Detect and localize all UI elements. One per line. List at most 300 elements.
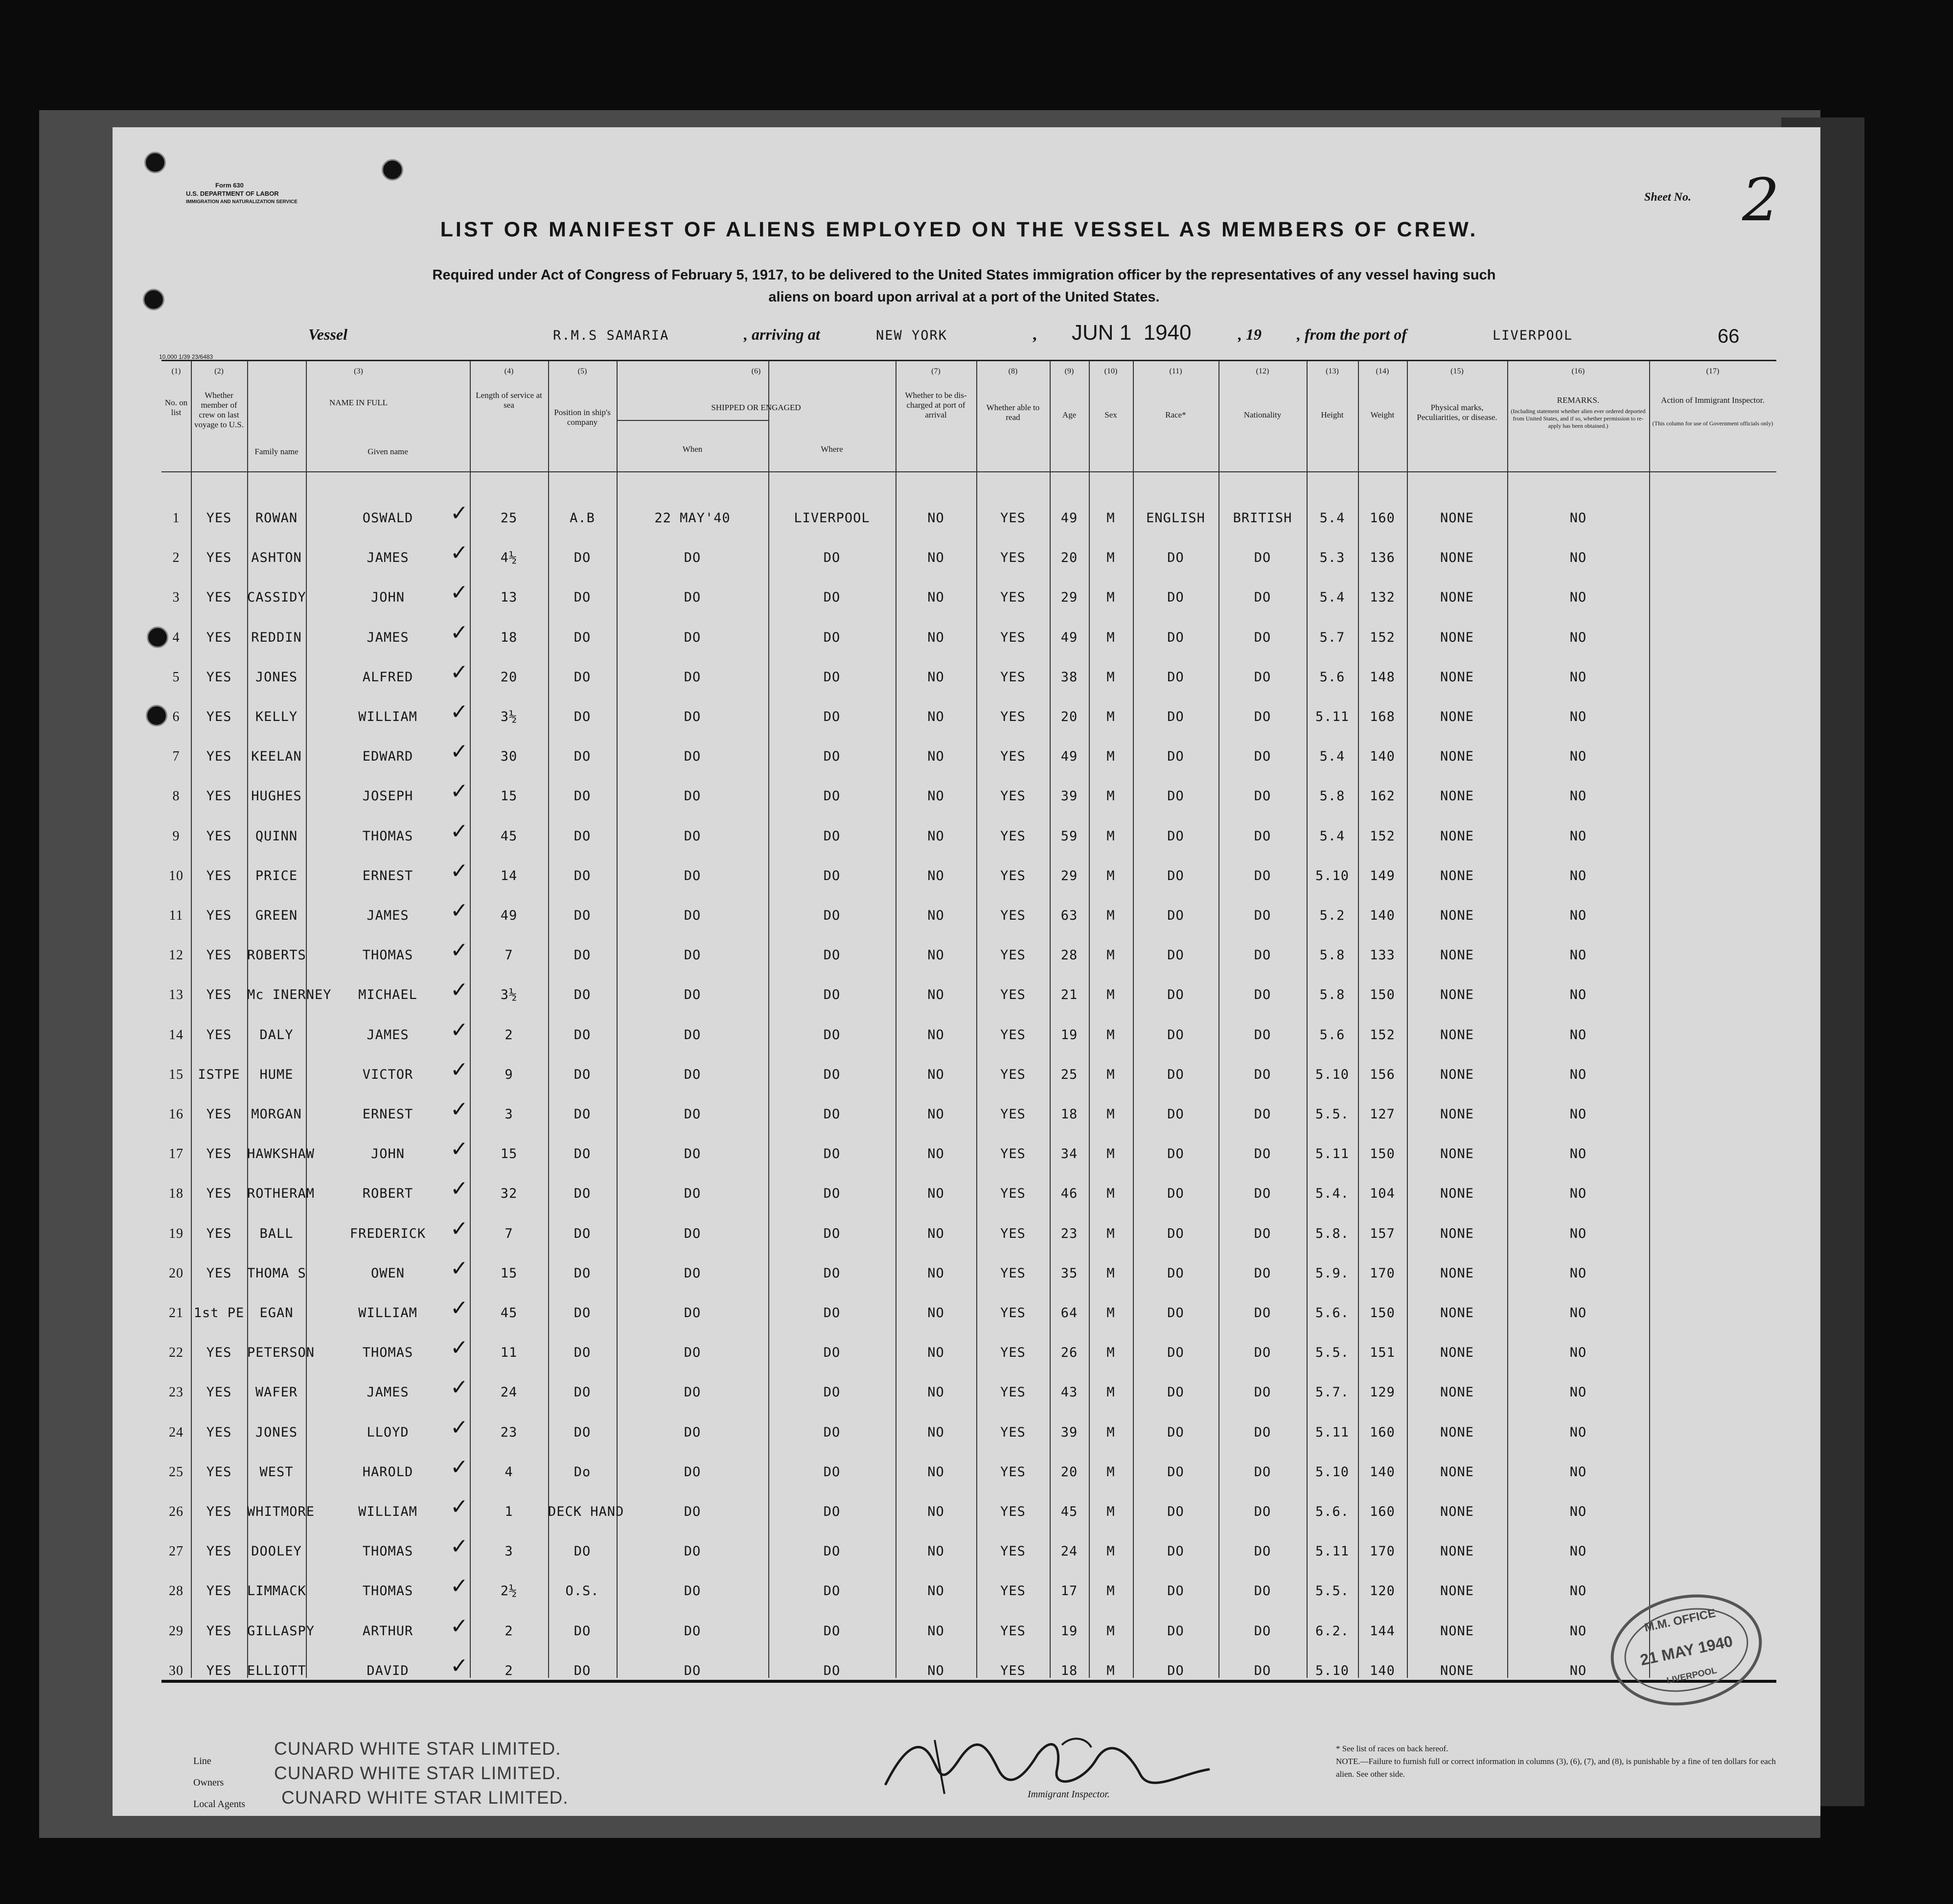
row-number: 1 [172, 511, 180, 526]
length-of-service-cell: 2 [505, 1027, 513, 1043]
shipped-when-cell: DO [684, 868, 701, 883]
last-voyage-cell: YES [206, 1583, 232, 1599]
crew-table [161, 360, 1776, 1678]
sex-cell: M [1106, 1425, 1115, 1440]
given-name-cell: ARTHUR [362, 1624, 414, 1639]
family-name-cell: BALL [259, 1226, 294, 1241]
age-cell: 43 [1060, 1385, 1078, 1400]
check-mark: ✓ [450, 1455, 468, 1480]
given-name-cell: THOMAS [362, 829, 414, 844]
length-of-service-cell: 15 [500, 789, 518, 804]
position-cell: DO [574, 1663, 591, 1678]
family-name-cell: WHITMORE [247, 1504, 315, 1519]
vessel-line: Vessel R.M.S SAMARIA , arriving at NEW YORK , JUN 1 1940 , 19 , from the port of LIVERPOOL 66 [308, 321, 1740, 347]
physical-marks-cell: NONE [1440, 1186, 1474, 1201]
sex-cell: M [1106, 709, 1115, 724]
shipped-when-cell: DO [684, 1544, 701, 1559]
header-inspector-action: Action of Immigrant Inspector. [1661, 395, 1765, 405]
height-cell: 5.5. [1315, 1345, 1350, 1360]
weight-cell: 170 [1370, 1544, 1395, 1559]
check-mark: ✓ [450, 580, 468, 605]
shipped-when-cell: DO [684, 948, 701, 963]
race-cell: DO [1167, 1583, 1184, 1599]
family-name-cell: JONES [255, 670, 298, 685]
row-number: 2 [172, 550, 180, 565]
age-cell: 19 [1060, 1624, 1078, 1639]
nationality-cell: DO [1254, 1107, 1271, 1122]
discharged-cell: NO [927, 1464, 944, 1480]
table-row [161, 1216, 1776, 1255]
table-row [161, 1018, 1776, 1056]
table-row [161, 779, 1776, 817]
age-cell: 38 [1060, 670, 1078, 685]
weight-cell: 156 [1370, 1067, 1395, 1082]
length-of-service-cell: 15 [500, 1266, 518, 1281]
race-cell: DO [1167, 1544, 1184, 1559]
discharged-cell: NO [927, 948, 944, 963]
last-voyage-cell: YES [206, 1624, 232, 1639]
shipped-where-cell: DO [823, 590, 841, 605]
physical-marks-cell: NONE [1440, 1305, 1474, 1321]
row-number: 20 [169, 1266, 184, 1281]
column-number: (13) [1326, 367, 1339, 375]
stamp-date: 21 MAY 1940 [1638, 1632, 1734, 1669]
remarks-cell: NO [1569, 868, 1587, 883]
remarks-cell: NO [1569, 1226, 1587, 1241]
discharged-cell: NO [927, 1583, 944, 1599]
nationality-cell: DO [1254, 908, 1271, 923]
table-row [161, 1097, 1776, 1136]
shipped-where-cell: DO [823, 789, 841, 804]
race-cell: DO [1167, 868, 1184, 883]
height-cell: 5.10 [1315, 1663, 1350, 1678]
shipped-when-cell: DO [684, 789, 701, 804]
able-to-read-cell: YES [1000, 829, 1026, 844]
table-row [161, 501, 1776, 539]
shipped-where-cell: DO [823, 630, 841, 645]
remarks-cell: NO [1569, 1067, 1587, 1082]
owners-label: Owners [193, 1777, 224, 1788]
given-name-cell: THOMAS [362, 1583, 414, 1599]
able-to-read-cell: YES [1000, 1305, 1026, 1321]
header-discharged: Whether to be dis-charged at port of arrival [905, 391, 967, 419]
nationality-cell: DO [1254, 829, 1271, 844]
table-row [161, 977, 1776, 1016]
nationality-cell: DO [1254, 1385, 1271, 1400]
nationality-cell: DO [1254, 1345, 1271, 1360]
family-name-cell: EGAN [259, 1305, 294, 1321]
header-physical-marks: Physical marks, Peculiarities, or disease. [1417, 403, 1497, 422]
given-name-cell: ERNEST [362, 868, 414, 883]
weight-cell: 152 [1370, 1027, 1395, 1043]
age-cell: 39 [1060, 1425, 1078, 1440]
shipped-when-cell: DO [684, 987, 701, 1002]
able-to-read-cell: YES [1000, 1067, 1026, 1082]
punch-hole [143, 289, 164, 310]
given-name-cell: LLOYD [367, 1425, 409, 1440]
sheet-label: Sheet No. [1644, 191, 1691, 204]
shipped-where-cell: DO [823, 709, 841, 724]
physical-marks-cell: NONE [1440, 829, 1474, 844]
column-number: (2) [214, 367, 224, 375]
height-cell: 5.4. [1315, 1186, 1350, 1201]
footer-notes [1336, 1742, 1776, 1781]
table-row [161, 1137, 1776, 1175]
physical-marks-cell: NONE [1440, 908, 1474, 923]
physical-marks-cell: NONE [1440, 1385, 1474, 1400]
service-name: IMMIGRATION AND NATURALIZATION SERVICE [186, 199, 298, 205]
physical-marks-cell: NONE [1440, 630, 1474, 645]
check-mark: ✓ [450, 1415, 468, 1440]
position-cell: DO [574, 1226, 591, 1241]
remarks-cell: NO [1569, 1544, 1587, 1559]
shipped-when-cell: DO [684, 1305, 701, 1321]
shipped-when-cell: DO [684, 908, 701, 923]
shipped-where-cell: DO [823, 987, 841, 1002]
age-cell: 23 [1060, 1226, 1078, 1241]
weight-cell: 140 [1370, 1663, 1395, 1678]
shipped-where-cell: DO [823, 1027, 841, 1043]
shipped-where-cell: DO [823, 1583, 841, 1599]
check-mark: ✓ [450, 977, 468, 1002]
able-to-read-cell: YES [1000, 987, 1026, 1002]
row-number: 25 [169, 1464, 184, 1480]
nationality-cell: DO [1254, 1425, 1271, 1440]
given-name-cell: THOMAS [362, 1544, 414, 1559]
agents-value: CUNARD WHITE STAR LIMITED. [281, 1788, 569, 1808]
race-cell: DO [1167, 1464, 1184, 1480]
remarks-cell: NO [1569, 630, 1587, 645]
check-mark: ✓ [450, 1375, 468, 1400]
sex-cell: M [1106, 1226, 1115, 1241]
weight-cell: 151 [1370, 1345, 1395, 1360]
last-voyage-cell: YES [206, 1226, 232, 1241]
last-voyage-cell: YES [206, 511, 232, 526]
weight-cell: 140 [1370, 908, 1395, 923]
row-number: 10 [169, 868, 184, 883]
length-of-service-cell: 1 [505, 1504, 513, 1519]
form-number: Form 630 [215, 182, 244, 189]
footer-labels [193, 1750, 245, 1815]
remarks-cell: NO [1569, 948, 1587, 963]
row-number: 5 [172, 670, 180, 685]
physical-marks-cell: NONE [1440, 550, 1474, 565]
height-cell: 5.11 [1315, 1146, 1350, 1161]
height-cell: 5.6. [1315, 1305, 1350, 1321]
discharged-cell: NO [927, 1027, 944, 1043]
shipped-where-cell: DO [823, 829, 841, 844]
remarks-cell: NO [1569, 670, 1587, 685]
check-mark: ✓ [450, 1256, 468, 1281]
weight-cell: 160 [1370, 1425, 1395, 1440]
family-name-cell: GILLASPY [247, 1624, 315, 1639]
age-cell: 26 [1060, 1345, 1078, 1360]
able-to-read-cell: YES [1000, 1583, 1026, 1599]
length-of-service-cell: 25 [500, 511, 518, 526]
shipped-where-cell: DO [823, 1226, 841, 1241]
nationality-cell: DO [1254, 590, 1271, 605]
shipped-when-cell: DO [684, 709, 701, 724]
remarks-cell: NO [1569, 1027, 1587, 1043]
column-number: (12) [1256, 367, 1269, 375]
given-name-cell: ALFRED [362, 670, 414, 685]
family-name-cell: ROWAN [255, 511, 298, 526]
position-cell: DO [574, 590, 591, 605]
physical-marks-cell: NONE [1440, 1266, 1474, 1281]
row-number: 6 [172, 709, 180, 724]
table-row [161, 1455, 1776, 1493]
table-bottom-rule [161, 1680, 1776, 1683]
check-mark: ✓ [450, 898, 468, 923]
age-cell: 45 [1060, 1504, 1078, 1519]
family-name-cell: HUGHES [251, 789, 302, 804]
row-number: 12 [169, 948, 184, 963]
nationality-cell: DO [1254, 789, 1271, 804]
shipped-when-cell: DO [684, 670, 701, 685]
shipped-when-cell: DO [684, 1385, 701, 1400]
age-cell: 49 [1060, 749, 1078, 764]
race-cell: ENGLISH [1146, 511, 1205, 526]
length-of-service-cell: 24 [500, 1385, 518, 1400]
shipped-where-cell: DO [823, 1305, 841, 1321]
last-voyage-cell: 1st PE [193, 1305, 245, 1321]
sex-cell: M [1106, 590, 1115, 605]
physical-marks-cell: NONE [1440, 1146, 1474, 1161]
owners-value: CUNARD WHITE STAR LIMITED. [274, 1763, 561, 1783]
sheet-number: 2 [1742, 166, 1780, 234]
shipped-when-cell: DO [684, 1663, 701, 1678]
last-voyage-cell: YES [206, 670, 232, 685]
given-name-cell: FREDERICK [349, 1226, 426, 1241]
column-number: (10) [1104, 367, 1118, 375]
physical-marks-cell: NONE [1440, 987, 1474, 1002]
family-name-cell: DOOLEY [251, 1544, 302, 1559]
race-cell: DO [1167, 550, 1184, 565]
family-name-cell: WEST [259, 1464, 294, 1480]
table-row [161, 1574, 1776, 1612]
length-of-service-cell: 9 [505, 1067, 513, 1082]
nationality-cell: DO [1254, 709, 1271, 724]
header-race: Race* [1165, 410, 1186, 419]
last-voyage-cell: YES [206, 590, 232, 605]
age-cell: 34 [1060, 1146, 1078, 1161]
table-row [161, 1653, 1776, 1692]
shipped-where-cell: DO [823, 1385, 841, 1400]
shipped-where-cell: DO [823, 1544, 841, 1559]
punch-hole [144, 152, 166, 173]
given-name-cell: JAMES [367, 908, 409, 923]
given-name-cell: WILLIAM [358, 1504, 417, 1519]
discharged-cell: NO [927, 1186, 944, 1201]
weight-cell: 140 [1370, 1464, 1395, 1480]
length-of-service-cell: 3½ [500, 987, 518, 1002]
height-cell: 5.8 [1319, 789, 1345, 804]
last-voyage-cell: YES [206, 1107, 232, 1122]
shipped-where-cell: DO [823, 1186, 841, 1201]
family-name-cell: REDDIN [251, 630, 302, 645]
physical-marks-cell: NONE [1440, 511, 1474, 526]
discharged-cell: NO [927, 1425, 944, 1440]
year-label: , 19 [1238, 325, 1262, 343]
family-name-cell: MORGAN [251, 1107, 302, 1122]
sex-cell: M [1106, 1544, 1115, 1559]
family-name-cell: ROTHERAM [247, 1186, 315, 1201]
position-cell: DO [574, 1186, 591, 1201]
last-voyage-cell: YES [206, 1504, 232, 1519]
shipped-when-cell: DO [684, 630, 701, 645]
form-identifier [186, 181, 298, 206]
physical-marks-cell: NONE [1440, 789, 1474, 804]
race-cell: DO [1167, 1305, 1184, 1321]
nationality-cell: DO [1254, 1266, 1271, 1281]
shipped-where-cell: DO [823, 1067, 841, 1082]
weight-cell: 144 [1370, 1624, 1395, 1639]
shipped-when-cell: DO [684, 1425, 701, 1440]
race-cell: DO [1167, 749, 1184, 764]
family-name-cell: ROBERTS [247, 948, 306, 963]
header-given-name: Given name [368, 447, 408, 456]
row-number: 22 [169, 1345, 184, 1360]
remarks-cell: NO [1569, 829, 1587, 844]
discharged-cell: NO [927, 670, 944, 685]
race-cell: DO [1167, 1663, 1184, 1678]
race-cell: DO [1167, 1504, 1184, 1519]
length-of-service-cell: 14 [500, 868, 518, 883]
discharged-cell: NO [927, 868, 944, 883]
header-no-on-list: No. on list [164, 398, 188, 417]
given-name-cell: JAMES [367, 630, 409, 645]
shipped-when-cell: DO [684, 590, 701, 605]
race-cell: DO [1167, 948, 1184, 963]
age-cell: 46 [1060, 1186, 1078, 1201]
physical-marks-cell: NONE [1440, 709, 1474, 724]
able-to-read-cell: YES [1000, 1146, 1026, 1161]
able-to-read-cell: YES [1000, 670, 1026, 685]
age-cell: 21 [1060, 987, 1078, 1002]
age-cell: 29 [1060, 868, 1078, 883]
check-mark: ✓ [450, 540, 468, 565]
header-length-of-service: Length of service at sea [476, 391, 542, 410]
remarks-cell: NO [1569, 1146, 1587, 1161]
race-cell: DO [1167, 1027, 1184, 1043]
shipped-where-cell: DO [823, 908, 841, 923]
from-label: , from the port of [1297, 325, 1407, 343]
weight-cell: 160 [1370, 1504, 1395, 1519]
table-row [161, 1335, 1776, 1374]
discharged-cell: NO [927, 789, 944, 804]
family-name-cell: LIMMACK [247, 1583, 306, 1599]
family-name-cell: WAFER [255, 1385, 298, 1400]
row-number: 7 [172, 749, 180, 764]
remarks-cell: NO [1569, 511, 1587, 526]
table-row [161, 739, 1776, 778]
height-cell: 5.6. [1315, 1504, 1350, 1519]
able-to-read-cell: YES [1000, 590, 1026, 605]
last-voyage-cell: YES [206, 1544, 232, 1559]
remarks-cell: NO [1569, 789, 1587, 804]
row-number: 18 [169, 1186, 184, 1201]
length-of-service-cell: 45 [500, 829, 518, 844]
remarks-cell: NO [1569, 550, 1587, 565]
race-cell: DO [1167, 1107, 1184, 1122]
shipped-where-cell: DO [823, 948, 841, 963]
check-mark: ✓ [450, 819, 468, 844]
line-value: CUNARD WHITE STAR LIMITED. [274, 1739, 561, 1759]
row-number: 15 [169, 1067, 184, 1082]
sex-cell: M [1106, 1027, 1115, 1043]
height-cell: 5.8. [1315, 1226, 1350, 1241]
length-of-service-cell: 11 [500, 1345, 518, 1360]
family-name-cell: ASHTON [251, 550, 302, 565]
length-of-service-cell: 20 [500, 670, 518, 685]
able-to-read-cell: YES [1000, 749, 1026, 764]
discharged-cell: NO [927, 829, 944, 844]
line-label: Line [193, 1756, 211, 1766]
shipped-where-cell: LIVERPOOL [794, 511, 870, 526]
subtitle-line-2: aliens on board upon arrival at a port of the United States. [768, 289, 1160, 305]
age-cell: 49 [1060, 511, 1078, 526]
weight-cell: 157 [1370, 1226, 1395, 1241]
given-name-cell: DAVID [367, 1663, 409, 1678]
last-voyage-cell: ISTPE [198, 1067, 240, 1082]
length-of-service-cell: 2½ [500, 1583, 518, 1599]
physical-marks-cell: NONE [1440, 1583, 1474, 1599]
length-of-service-cell: 49 [500, 908, 518, 923]
agents-label: Local Agents [193, 1799, 246, 1810]
given-name-cell: JAMES [367, 550, 409, 565]
remarks-cell: NO [1569, 1464, 1587, 1480]
family-name-cell: QUINN [255, 829, 298, 844]
family-name-cell: JONES [255, 1425, 298, 1440]
check-mark: ✓ [450, 1296, 468, 1321]
length-of-service-cell: 13 [500, 590, 518, 605]
nationality-cell: DO [1254, 550, 1271, 565]
height-cell: 5.8 [1319, 948, 1345, 963]
shipped-when-cell: DO [684, 1027, 701, 1043]
age-cell: 39 [1060, 789, 1078, 804]
sex-cell: M [1106, 908, 1115, 923]
able-to-read-cell: YES [1000, 1107, 1026, 1122]
check-mark: ✓ [450, 1653, 468, 1678]
able-to-read-cell: YES [1000, 1464, 1026, 1480]
nationality-cell: DO [1254, 1067, 1271, 1082]
note-penalty: NOTE.—Failure to furnish full or correct information in columns (3), (6), (7), and (8), is punishable by a fine of ten dollars for each alien. See other side. [1336, 1757, 1776, 1779]
race-cell: DO [1167, 908, 1184, 923]
given-name-cell: THOMAS [362, 1345, 414, 1360]
height-cell: 6.2. [1315, 1624, 1350, 1639]
length-of-service-cell: 3 [505, 1107, 513, 1122]
last-voyage-cell: YES [206, 789, 232, 804]
position-cell: A.B [570, 511, 595, 526]
length-of-service-cell: 4 [505, 1464, 513, 1480]
last-voyage-cell: YES [206, 987, 232, 1002]
discharged-cell: NO [927, 511, 944, 526]
shipped-when-cell: DO [684, 829, 701, 844]
weight-cell: 170 [1370, 1266, 1395, 1281]
able-to-read-cell: YES [1000, 1544, 1026, 1559]
weight-cell: 149 [1370, 868, 1395, 883]
shipped-where-cell: DO [823, 1425, 841, 1440]
height-cell: 5.6 [1319, 1027, 1345, 1043]
height-cell: 5.4 [1319, 749, 1345, 764]
check-mark: ✓ [450, 938, 468, 963]
discharged-cell: NO [927, 709, 944, 724]
weight-cell: 104 [1370, 1186, 1395, 1201]
sex-cell: M [1106, 868, 1115, 883]
weight-cell: 120 [1370, 1583, 1395, 1599]
weight-cell: 168 [1370, 709, 1395, 724]
row-number: 29 [169, 1624, 184, 1639]
